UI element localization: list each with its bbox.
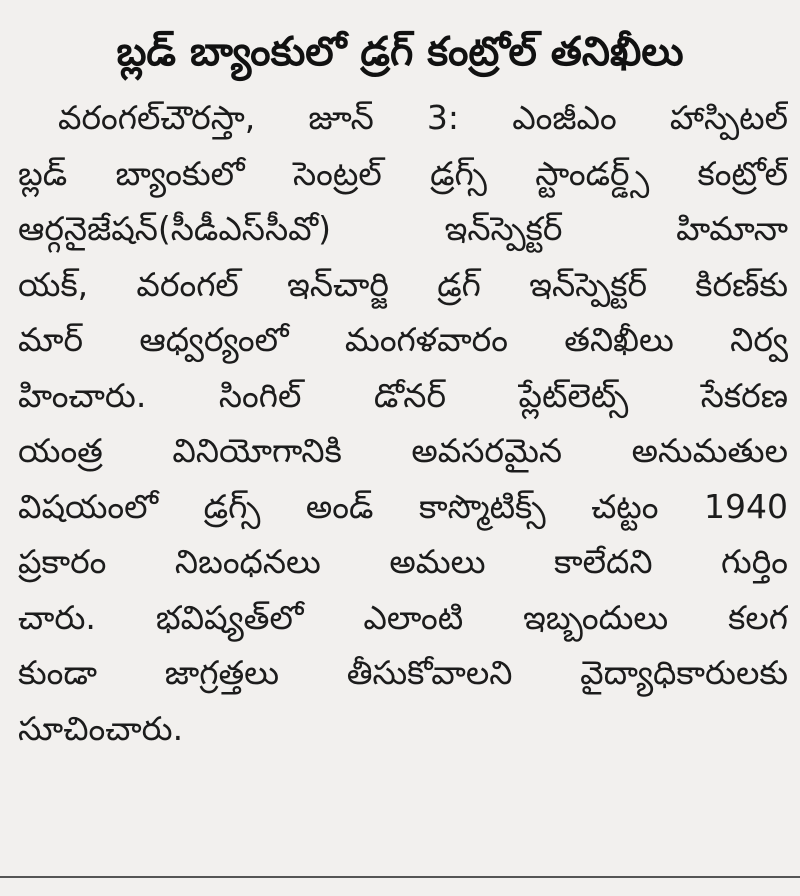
article-body [18,90,788,756]
body-line: చారు. భవిష్యత్‌లో ఎలాంటి ఇబ్బందులు కలగ [18,597,788,637]
bottom-divider [0,876,800,878]
body-line: ఆర్గనైజేషన్(సీడీఎస్‌సీవో) ఇన్‌స్పెక్టర్ హిమానా [18,209,788,248]
body-line: సూచించారు. [18,708,184,748]
article-headline: బ్లడ్ బ్యాంకులో డ్రగ్ కంట్రోల్ తనిఖీలు [116,29,684,75]
body-line: ప్రకారం నిబంధనలు అమలు కాలేదని గుర్తిం [18,542,788,581]
body-line: కుండా జాగ్రత్తలు తీసుకోవాలని వైద్యాధికారులకు [18,653,788,692]
body-line: యక్, వరంగల్ ఇన్‌చార్జి డ్రగ్ ఇన్‌స్పెక్టర్ కిరణ్‌కు [18,264,788,304]
body-line: మార్ ఆధ్వర్యంలో మంగళవారం తనిఖీలు నిర్వ [18,320,788,359]
body-line: హించారు. సింగిల్ డోనర్ ప్లేట్‌లెట్స్ సేకరణ [18,375,788,415]
body-line: వరంగల్‌చౌరస్తా, జూన్ 3: ఎంజీఎం హాస్పిటల్ [58,98,788,137]
body-line: విషయంలో డ్రగ్స్ అండ్ కాస్మొటిక్స్ చట్టం 1940 [18,486,788,526]
body-line: బ్లడ్ బ్యాంకులో సెంట్రల్ డ్రగ్స్ స్టాండర్డ్స్ కంట్రోల్ [18,153,788,193]
body-line: యంత్ర వినియోగానికి అవసరమైన అనుమతుల [18,431,788,470]
